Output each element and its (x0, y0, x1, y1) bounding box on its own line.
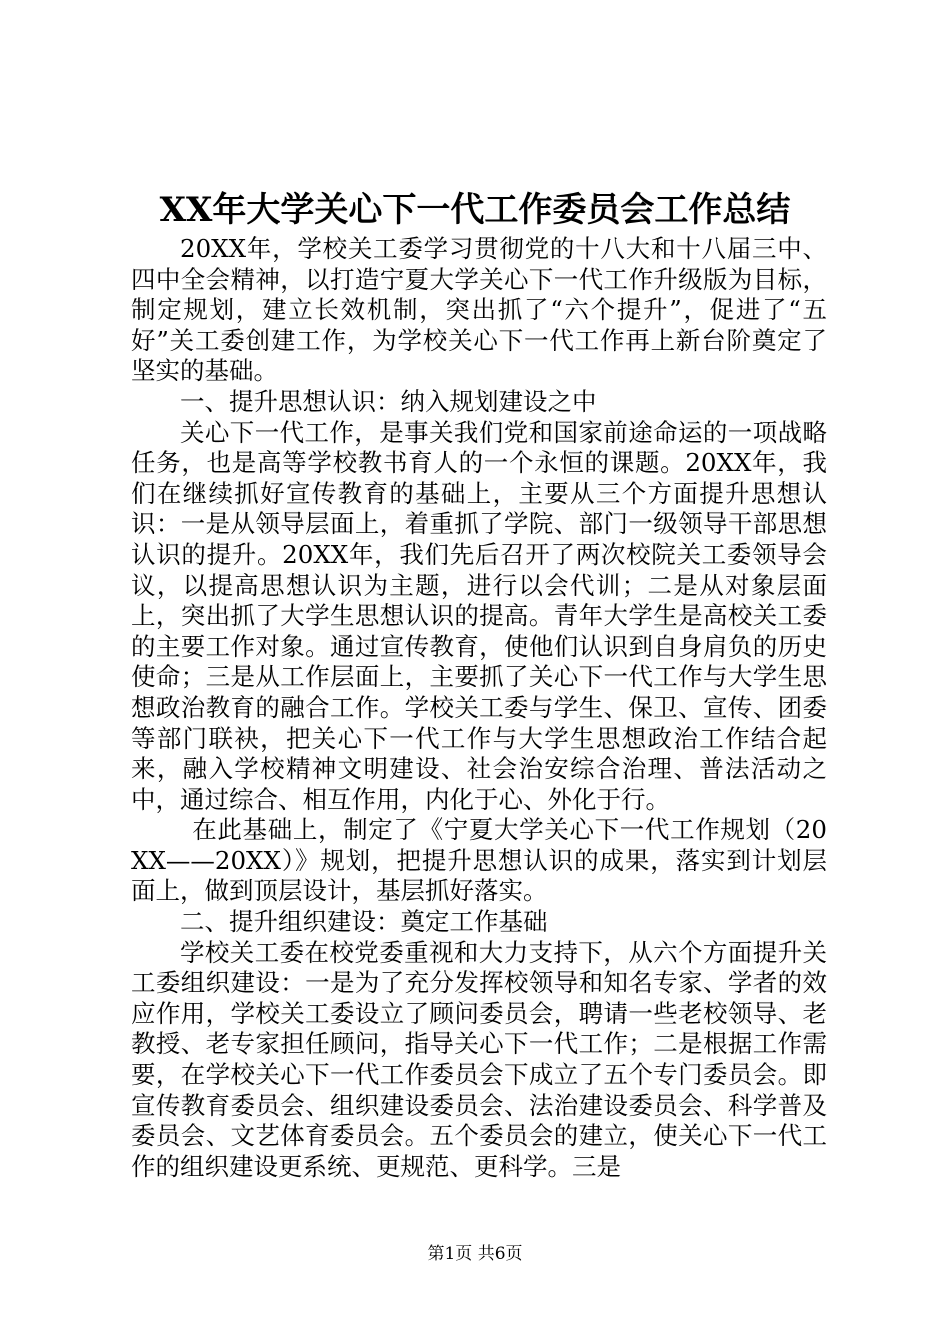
section-heading-1: 一、提升思想认识：纳入规划建设之中 (180, 386, 597, 416)
paragraph-intro: 20XX年，学校关工委学习贯彻党的十八大和十八届三中、四中全会精神，以打造宁夏大学关心下一代工作升级版为目标，制定规划，建立长效机制，突出抓了“六个提升”，促进了“五好”关工委创建工作，为学校关心下一代工作再上新台阶奠定了坚实的基础。 (131, 234, 827, 386)
document-body (131, 234, 827, 1182)
page-footer: 第1页 共6页 (427, 1244, 523, 1264)
document-title: XX年大学关心下一代工作委员会工作总结 (159, 190, 791, 230)
paragraph-section-1-plan: 在此基础上，制定了《宁夏大学关心下一代工作规划（20XX——20XX）》规划，把提升思想认识的成果，落实到计划层面上，做到顶层设计，基层抓好落实。 (131, 815, 827, 906)
paragraph-section-2: 学校关工委在校党委重视和大力支持下，从六个方面提升关工委组织建设：一是为了充分发挥校领导和知名专家、学者的效应作用，学校关工委设立了顾问委员会，聘请一些老校领导、老教授、老专家担任顾问，指导关心下一代工作；二是根据工作需要，在学校关心下一代工作委员会下成立了五个专门委员会。即宣传教育委员会、组织建设委员会、法治建设委员会、科学普及委员会、文艺体育委员会。五个委员会的建立，使关心下一代工作的组织建设更系统、更规范、更科学。三是 (131, 937, 827, 1181)
paragraph-section-1: 关心下一代工作，是事关我们党和国家前途命运的一项战略任务，也是高等学校教书育人的一个永恒的课题。20XX年，我们在继续抓好宣传教育的基础上，主要从三个方面提升思想认识：一是从领导层面上，着重抓了学院、部门一级领导干部思想认识的提升。20XX年，我们先后召开了两次校院关工委领导会议，以提高思想认识为主题，进行以会代训；二是从对象层面上，突出抓了大学生思想认识的提高。青年大学生是高校关工委的主要工作对象。通过宣传教育，使他们认识到自身肩负的历史使命；三是从工作层面上，主要抓了关心下一代工作与大学生思想政治教育的融合工作。学校关工委与学生、保卫、宣传、团委等部门联袂，把关心下一代工作与大学生思想政治工作结合起来，融入学校精神文明建设、社会治安综合治理、普法活动之中，通过综合、相互作用，内化于心、外化于行。 (131, 417, 827, 814)
section-heading-2: 二、提升组织建设：奠定工作基础 (180, 907, 548, 937)
